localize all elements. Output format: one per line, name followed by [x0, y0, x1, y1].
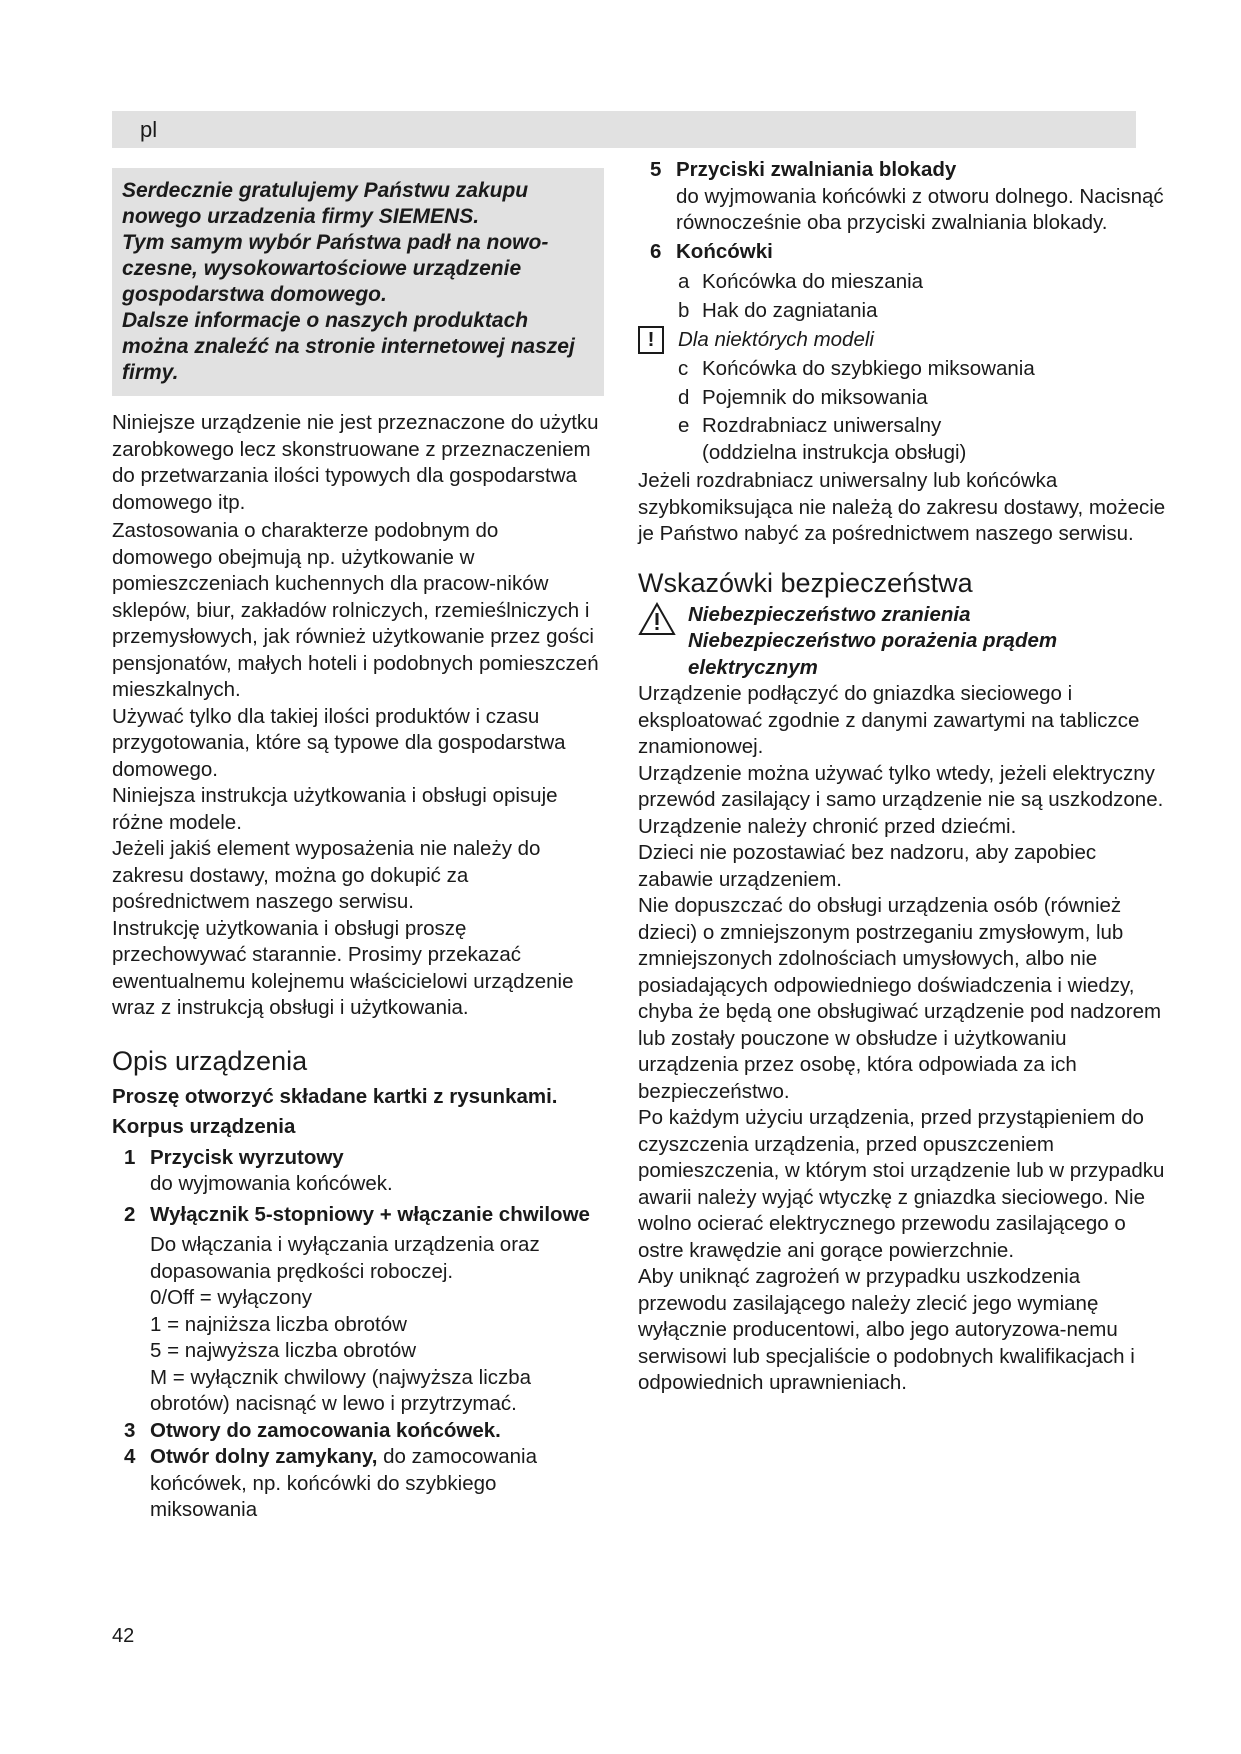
attachment-item — [638, 269, 1170, 296]
safety-warning — [638, 602, 1170, 682]
body-subheading: Korpus urządzenia — [112, 1115, 296, 1138]
list-item — [112, 1418, 604, 1445]
safety-paragraph: Nie dopuszczać do obsługi urządzenia osób (również dzieci) o zmniejszonym postrzeganiu zmysłowym, lub zmniejszonych zdolnościach umysłowych, albo nie posiadających odpowiedniego doświadczenia i wiedzy, chyba że będą one obsługiwać urządzenie pod nadzorem lub zostały pouczone w obsłudze i użytkowaniu urządzenia przez osobę, która odpowiada za ich bezpieczeństwo. — [638, 894, 1162, 1103]
availability-note: Jeżeli rozdrabniacz uniwersalny lub końcówka szybkomiksująca nie należą do zakresu dostawy, możecie je Państwo nabyć za pośrednictwem naszego serwisu. — [638, 469, 1166, 545]
item-number: 1 — [124, 1145, 136, 1169]
language-code: pl — [140, 117, 158, 142]
switch-setting: 0/Off = wyłączony — [150, 1286, 312, 1309]
attachment-item — [638, 385, 1170, 412]
item-number: 6 — [650, 239, 662, 263]
item-title: Przyciski zwalniania blokady — [676, 158, 957, 181]
attachment-letter: d — [678, 385, 690, 409]
safety-paragraph: Urządzenie można używać tylko wtedy, jeżeli elektryczny przewód zasilający i samo urządzenie nie są uszkodzone. — [638, 761, 1164, 811]
attachment-item — [638, 298, 1170, 325]
attachment-text: Pojemnik do miksowania — [702, 385, 928, 409]
list-item — [638, 239, 1170, 266]
attachment-item — [638, 413, 1170, 466]
item-title: Otwór dolny zamykany, — [150, 1445, 378, 1468]
warning-line: Niebezpieczeństwo porażenia prądem elektrycznym — [688, 629, 1058, 679]
safety-paragraph: Urządzenie podłączyć do gniazdka sieciowego i eksploatować zgodnie z danymi zawartymi na tabliczce znamionowej. — [638, 682, 1140, 758]
language-header-bar — [112, 111, 1136, 148]
greeting-box — [112, 168, 604, 396]
greeting-line: Dalsze informacje o naszych produktach można znaleźć na stronie internetowej naszej firmy. — [122, 309, 575, 384]
intro-paragraph: Zastosowania o charakterze podobnym do domowego obejmują np. użytkowanie w pomieszczeniach kuchennych dla pracow-ników sklepów, biur, zakładów rolniczych, rzemieślniczych i przemysłowych, jak również użytkowanie przez gości pensjonatów, małych hoteli i podobnych pomieszczeń mieszkalnych. — [112, 519, 599, 701]
right-column — [638, 157, 1170, 1397]
attachment-letter: e — [678, 414, 690, 437]
safety-paragraph: Urządzenie należy chronić przed dziećmi. — [638, 814, 1017, 838]
attachment-letter: a — [678, 270, 690, 293]
safety-paragraph: Dzieci nie pozostawiać bez nadzoru, aby zapobiec zabawie urządzeniem. — [638, 841, 1097, 891]
greeting-line: Serdecznie gratulujemy Państwu zakupu nowego urzadzenia firmy SIEMENS. — [122, 179, 529, 228]
attachment-item — [638, 356, 1170, 383]
warning-line: Niebezpieczeństwo zranienia — [688, 602, 971, 626]
item-text: do wyjmowania końcówek. — [150, 1172, 393, 1195]
left-column — [112, 168, 604, 1524]
item-title: Przycisk wyrzutowy — [150, 1145, 344, 1169]
item-title: Końcówki — [676, 239, 773, 263]
item-title: Wyłącznik 5-stopniowy + włączanie chwilowe — [150, 1202, 590, 1226]
switch-setting: 5 = najwyższa liczba obrotów — [150, 1339, 417, 1362]
intro-paragraph: Jeżeli jakiś element wyposażenia nie należy do zakresu dostawy, można go dokupić za pośrednictwem naszego serwisu. — [112, 837, 541, 913]
intro-paragraph: Niniejsza instrukcja użytkowania i obsługi opisuje różne modele. — [112, 784, 558, 834]
list-item — [112, 1145, 604, 1172]
model-note — [638, 326, 1170, 354]
item-body — [150, 1444, 604, 1524]
warning-text — [688, 602, 1170, 682]
item-text: Do włączania i wyłączania urządzenia oraz dopasowania prędkości roboczej. — [150, 1233, 540, 1283]
item-number: 4 — [124, 1445, 136, 1468]
attachment-letter: b — [678, 298, 690, 322]
attachment-letter: c — [678, 357, 689, 380]
attachment-text: Końcówka do szybkiego miksowania — [702, 357, 1035, 380]
model-note-text: Dla niektórych modeli — [678, 327, 874, 351]
list-item — [112, 1444, 604, 1524]
item-text: do wyjmowania końcówki z otworu dolnego. Nacisnąć równocześnie oba przyciski zwalniania blokady. — [676, 184, 1164, 234]
list-item — [112, 1202, 604, 1229]
item-text: do zamocowania końcówek, np. końcówki do szybkiego miksowania — [150, 1445, 537, 1521]
section-heading-opis: Opis urządzenia — [112, 1045, 308, 1076]
section-heading-safety: Wskazówki bezpieczeństwa — [638, 567, 973, 598]
switch-setting: M = wyłącznik chwilowy (najwyższa liczba obrotów) nacisnąć w lewo i przytrzymać. — [150, 1365, 532, 1415]
greeting-line: Tym samym wybór Państwa padł na nowo-czesne, wysokowartościowe urządzenie gospodarstwa domowego. — [122, 231, 549, 306]
intro-paragraph: Instrukcję użytkowania i obsługi proszę przechowywać starannie. Prosimy przekazać ewentualnemu kolejnemu właścicielowi urządzenie wraz z instrukcją obsługi i użytkowania. — [112, 916, 574, 1019]
attachment-text: Hak do zagniatania — [702, 298, 878, 322]
fold-out-instruction: Proszę otworzyć składane kartki z rysunkami. — [112, 1084, 558, 1108]
intro-paragraph: Niniejsze urządzenie nie jest przeznaczone do użytku zarobkowego lecz skonstruowane z przeznaczeniem do przetwarzania ilości typowych dla gospodarstwa domowego itp. — [112, 411, 599, 514]
item-number: 2 — [124, 1202, 136, 1226]
warning-triangle-icon — [638, 602, 676, 682]
list-item — [638, 157, 1170, 184]
switch-setting: 1 = najniższa liczba obrotów — [150, 1312, 407, 1336]
safety-paragraph: Aby uniknąć zagrożeń w przypadku uszkodzenia przewodu zasilającego należy zlecić jego wymianę wyłącznie producentowi, albo jego autoryzowa-nemu serwisowi lub specjaliście o podobnych kwalifikacjach i odpowiednich uprawnieniach. — [638, 1265, 1135, 1394]
item-number: 3 — [124, 1418, 136, 1442]
attachment-text: Końcówka do mieszania — [702, 270, 924, 293]
attachment-text: Rozdrabniacz uniwersalny (oddzielna instrukcja obsługi) — [702, 414, 967, 464]
page-number: 42 — [112, 1625, 135, 1647]
item-number: 5 — [650, 158, 662, 181]
item-title: Otwory do zamocowania końcówek. — [150, 1418, 501, 1442]
intro-paragraph: Używać tylko dla takiej ilości produktów i czasu przygotowania, które są typowe dla gospodarstwa domowego. — [112, 704, 566, 781]
safety-paragraph: Po każdym użyciu urządzenia, przed przystąpieniem do czyszczenia urządzenia, przed opuszczeniem pomieszczenia, w którym stoi urządzenie lub w przypadku awarii należy wyjąć wtyczkę z gniazdka sieciowego. Nie wolno ocierać elektrycznego przewodu zasilającego o ostre krawędzie ani gorące powierzchnie. — [638, 1106, 1165, 1262]
caution-box-icon: ! — [638, 326, 664, 354]
